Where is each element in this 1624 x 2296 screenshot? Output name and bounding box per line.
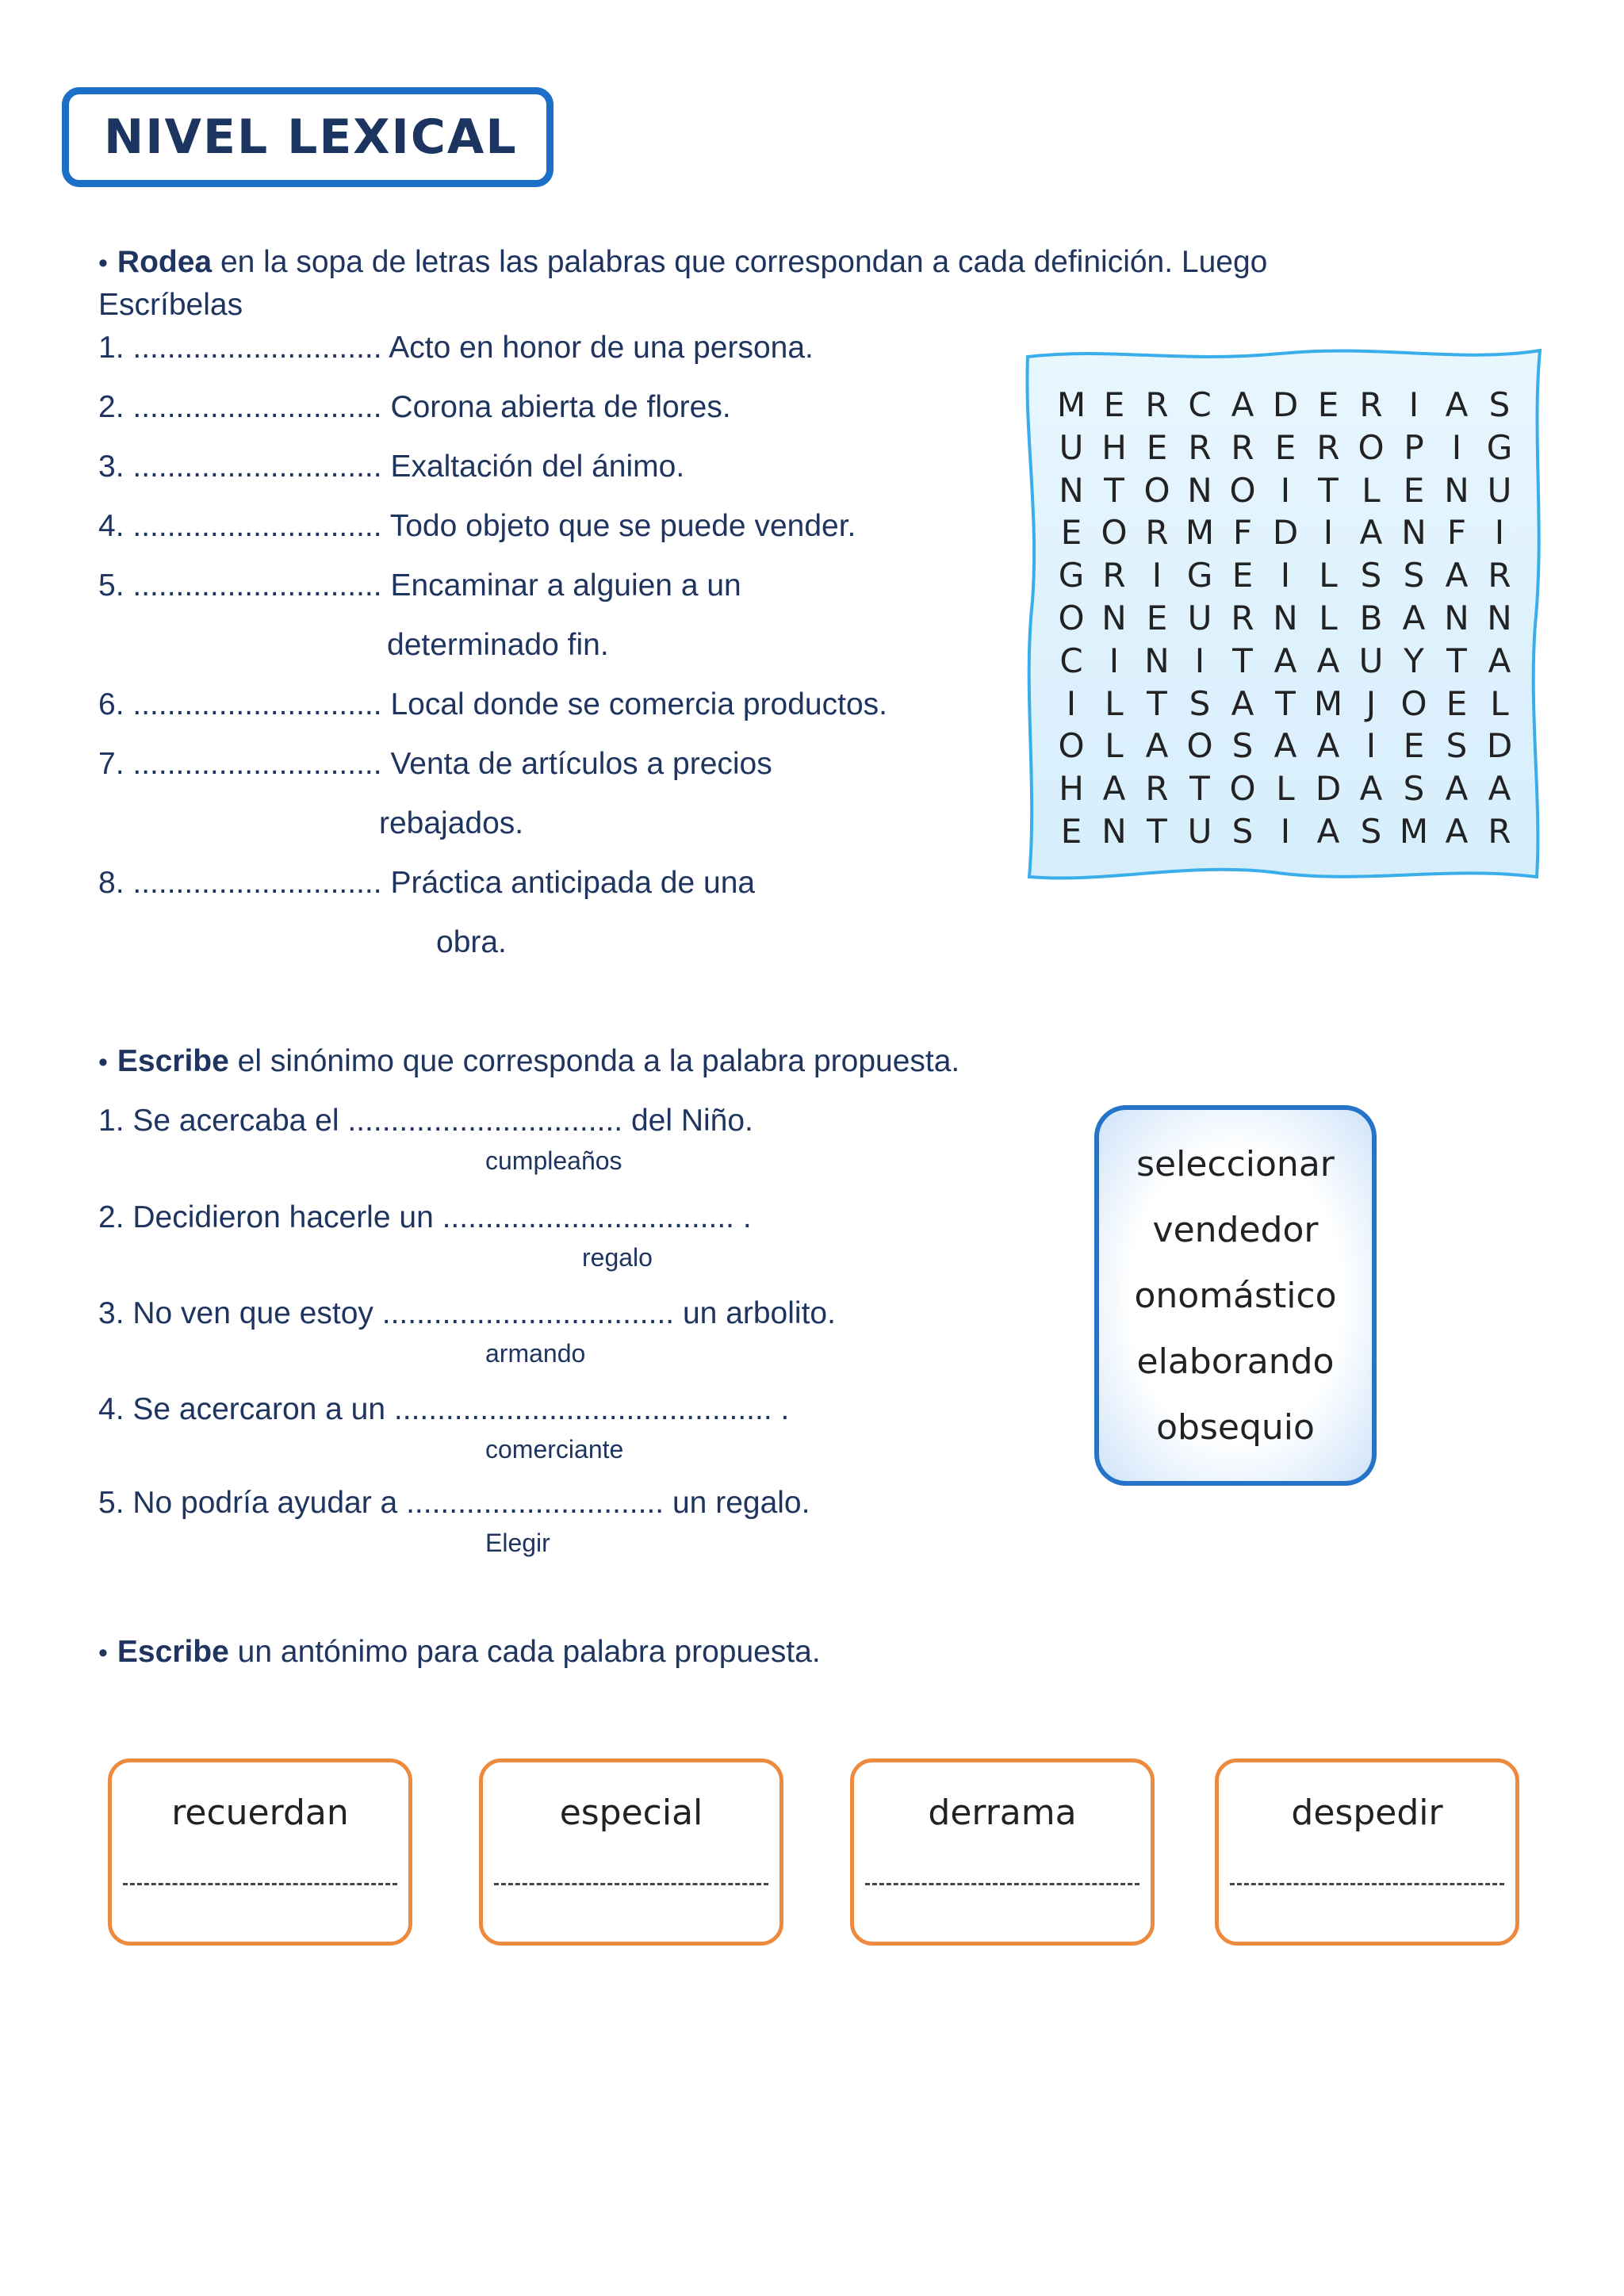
antonym-card-2: [479, 1758, 783, 1946]
word-search-letter[interactable]: S: [1446, 726, 1468, 766]
antonym-card-1: [108, 1758, 412, 1946]
item-number: 5.: [98, 568, 133, 603]
word-search-letter[interactable]: N: [1273, 598, 1298, 637]
word-search-letter[interactable]: L: [1362, 470, 1381, 510]
word-search-letter[interactable]: I: [1280, 556, 1291, 595]
word-search-letter[interactable]: U: [1358, 641, 1384, 680]
definition-item-8: [98, 865, 755, 902]
answer-blank[interactable]: ..................................: [442, 1200, 734, 1234]
word-search-letter[interactable]: A: [1359, 769, 1383, 809]
section1-instruction: [98, 244, 1267, 281]
bank-word: obsequio: [1156, 1406, 1315, 1448]
definition-text: Local donde se comercia productos.: [381, 687, 887, 721]
word-search-letter[interactable]: R: [1231, 427, 1254, 467]
word-search-letter[interactable]: I: [1408, 385, 1419, 424]
definition-text: Venta de artículos a precios: [381, 747, 772, 781]
instruction-text: el sinónimo que corresponda a la palabra propuesta.: [228, 1044, 960, 1078]
word-search-letter[interactable]: N: [1101, 598, 1127, 637]
word-search-letter[interactable]: M: [1313, 683, 1343, 723]
word-search-letter[interactable]: A: [1231, 385, 1254, 424]
antonym-word: derrama: [928, 1793, 1077, 1833]
answer-blank[interactable]: .............................: [132, 687, 382, 721]
word-search-letter[interactable]: N: [1401, 513, 1427, 553]
bank-word: vendedor: [1152, 1209, 1319, 1250]
definition-item-4: [98, 508, 856, 545]
word-search-letter[interactable]: S: [1403, 556, 1425, 595]
synonym-sentence-2: [98, 1200, 752, 1237]
answer-blank[interactable]: .............................: [132, 568, 382, 603]
antonym-word: especial: [559, 1793, 703, 1833]
word-search-letter[interactable]: A: [1445, 556, 1469, 595]
word-search-letter[interactable]: T: [1104, 470, 1124, 510]
word-search-letter[interactable]: E: [1103, 385, 1125, 424]
word-search-letter[interactable]: G: [1058, 556, 1085, 595]
word-search-letter[interactable]: F: [1446, 513, 1467, 553]
item-number: 2.: [98, 390, 133, 424]
sentence-text: del Niño.: [622, 1104, 753, 1138]
answer-line[interactable]: [865, 1883, 1139, 1885]
sentence-text: 1. Se acercaba el: [98, 1104, 348, 1138]
word-search-letter[interactable]: R: [1231, 598, 1254, 637]
item-number: 7.: [98, 747, 133, 781]
synonym-word-bank: [1094, 1105, 1377, 1486]
word-search-letter[interactable]: A: [1445, 811, 1469, 851]
word-search-letter[interactable]: R: [1188, 427, 1212, 467]
definition-item-2: [98, 389, 731, 427]
section2-instruction: [98, 1043, 959, 1081]
word-search-letter[interactable]: I: [1365, 726, 1377, 766]
word-search-letter[interactable]: L: [1319, 556, 1338, 595]
word-search-letter[interactable]: U: [1187, 811, 1212, 851]
word-search-letter[interactable]: N: [1444, 470, 1469, 510]
word-search-letter[interactable]: N: [1144, 641, 1170, 680]
word-search-letter[interactable]: A: [1231, 683, 1254, 723]
answer-blank[interactable]: .............................: [132, 331, 382, 365]
word-search-letter[interactable]: A: [1445, 385, 1469, 424]
instruction-verb: Escribe: [117, 1044, 229, 1078]
sentence-text: 2. Decidieron hacerle un: [98, 1200, 442, 1234]
page-title: NIVEL LEXICAL: [104, 109, 518, 165]
word-search-letter[interactable]: D: [1315, 769, 1342, 809]
definition-item-1: [98, 330, 814, 367]
definition-item-6: [98, 687, 887, 724]
item-number: 4.: [98, 509, 133, 543]
word-search-letter[interactable]: S: [1231, 726, 1254, 766]
word-search-letter[interactable]: I: [1280, 470, 1291, 510]
word-search-letter[interactable]: M: [1399, 811, 1429, 851]
sentence-text: .: [734, 1200, 752, 1234]
answer-blank[interactable]: .............................: [132, 866, 382, 900]
word-search-letter[interactable]: O: [1400, 683, 1427, 723]
word-search-letter[interactable]: B: [1359, 598, 1383, 637]
instruction-text: un antónimo para cada palabra propuesta.: [228, 1635, 821, 1669]
word-search-letter[interactable]: D: [1486, 726, 1513, 766]
word-search-letter[interactable]: C: [1059, 641, 1083, 680]
word-search-letter[interactable]: R: [1102, 556, 1126, 595]
word-search-letter[interactable]: I: [1151, 556, 1162, 595]
word-search-letter[interactable]: C: [1188, 385, 1212, 424]
bullet-icon: •: [98, 248, 108, 278]
bank-word: onomástico: [1134, 1275, 1337, 1316]
bank-word: elaborando: [1136, 1341, 1335, 1382]
word-search-letter[interactable]: S: [1488, 385, 1511, 424]
word-search-letter[interactable]: U: [1059, 427, 1084, 467]
bank-word: seleccionar: [1136, 1143, 1335, 1184]
word-search-letter[interactable]: A: [1316, 811, 1340, 851]
bullet-icon: •: [98, 1638, 108, 1668]
word-search-letter[interactable]: S: [1189, 683, 1211, 723]
word-search-letter[interactable]: O: [1101, 513, 1128, 553]
word-search-letter[interactable]: E: [1403, 726, 1425, 766]
word-search-letter[interactable]: I: [1494, 513, 1505, 553]
word-search-letter[interactable]: I: [1280, 811, 1291, 851]
word-search-letter[interactable]: R: [1488, 811, 1511, 851]
definition-text: Todo objeto que se puede vender.: [381, 509, 856, 543]
word-search-letter[interactable]: I: [1066, 683, 1077, 723]
word-search-letter[interactable]: L: [1105, 683, 1124, 723]
word-search-letter[interactable]: T: [1147, 683, 1167, 723]
word-search-letter[interactable]: L: [1276, 769, 1295, 809]
antonym-word: recuerdan: [171, 1793, 349, 1833]
word-search-letter[interactable]: L: [1490, 683, 1509, 723]
word-search-letter[interactable]: D: [1272, 513, 1299, 553]
word-search-letter[interactable]: A: [1316, 726, 1340, 766]
word-search-letter[interactable]: O: [1229, 470, 1256, 510]
word-search-letter[interactable]: M: [1056, 385, 1086, 424]
word-search-letter[interactable]: U: [1487, 470, 1512, 510]
word-search-letter[interactable]: E: [1146, 427, 1168, 467]
instruction-verb: Rodea: [117, 245, 213, 279]
definition-text: Corona abierta de flores.: [381, 390, 731, 424]
word-search-letter[interactable]: I: [1194, 641, 1205, 680]
synonym-sentence-4: [98, 1391, 789, 1429]
answer-blank[interactable]: .............................: [132, 509, 382, 543]
answer-blank[interactable]: .............................: [132, 450, 382, 484]
word-search-letter[interactable]: L: [1105, 726, 1124, 766]
word-search-letter[interactable]: E: [1317, 385, 1339, 424]
word-search-grid[interactable]: [1050, 384, 1521, 853]
sentence-text: 4. Se acercaron a un: [98, 1392, 394, 1426]
word-search-letter[interactable]: Y: [1404, 641, 1424, 680]
word-search-letter[interactable]: A: [1359, 513, 1383, 553]
word-search-letter[interactable]: I: [1109, 641, 1120, 680]
definition-text: Práctica anticipada de una: [381, 866, 756, 900]
word-search-letter[interactable]: G: [1486, 427, 1513, 467]
word-search-letter[interactable]: J: [1365, 683, 1377, 723]
antonym-card-3: [850, 1758, 1155, 1946]
word-search-letter[interactable]: A: [1445, 769, 1469, 809]
word-search-letter[interactable]: M: [1185, 513, 1215, 553]
answer-blank[interactable]: ............................................: [393, 1392, 772, 1426]
word-search-letter[interactable]: S: [1231, 811, 1254, 851]
definition-text: Encaminar a alguien a un: [381, 568, 741, 603]
word-search-letter[interactable]: A: [1316, 641, 1340, 680]
definition-item-7-continued: rebajados.: [379, 806, 524, 840]
answer-blank[interactable]: ................................: [347, 1104, 623, 1138]
word-search-letter[interactable]: O: [1058, 726, 1085, 766]
word-search-letter[interactable]: T: [1275, 683, 1296, 723]
definition-item-7: [98, 746, 772, 783]
antonym-word: despedir: [1291, 1793, 1443, 1833]
word-search-letter[interactable]: S: [1403, 769, 1425, 809]
word-search[interactable]: [1018, 339, 1549, 886]
sentence-text: 3. No ven que estoy: [98, 1296, 382, 1330]
word-search-letter[interactable]: U: [1187, 598, 1212, 637]
word-search-letter[interactable]: E: [1231, 556, 1254, 595]
word-search-letter[interactable]: T: [1147, 811, 1167, 851]
synonym-hint-3: armando: [485, 1339, 586, 1368]
word-search-letter[interactable]: A: [1102, 769, 1126, 809]
synonym-hint-4: comerciante: [485, 1435, 624, 1464]
definition-item-3: [98, 449, 684, 486]
answer-blank[interactable]: ..................................: [381, 1296, 675, 1330]
word-search-letter[interactable]: O: [1143, 470, 1170, 510]
answer-line[interactable]: [123, 1883, 397, 1885]
sentence-text: un regalo.: [664, 1486, 810, 1520]
word-search-letter[interactable]: L: [1319, 598, 1338, 637]
sentence-text: 5. No podría ayudar a: [98, 1486, 407, 1520]
word-search-letter[interactable]: R: [1145, 513, 1169, 553]
answer-line[interactable]: [494, 1883, 768, 1885]
word-search-letter[interactable]: A: [1145, 726, 1169, 766]
bullet-icon: •: [98, 1047, 108, 1077]
sentence-text: un arbolito.: [674, 1296, 836, 1330]
instruction-verb: Escribe: [117, 1635, 229, 1669]
sentence-text: .: [772, 1392, 790, 1426]
word-search-letter[interactable]: O: [1229, 769, 1256, 809]
antonym-card-4: [1215, 1758, 1519, 1946]
word-search-letter[interactable]: E: [1274, 427, 1297, 467]
word-search-letter[interactable]: N: [1187, 470, 1212, 510]
word-search-letter[interactable]: G: [1186, 556, 1213, 595]
synonym-hint-2: regalo: [582, 1243, 653, 1272]
word-search-letter[interactable]: P: [1404, 427, 1424, 467]
word-search-letter[interactable]: A: [1488, 641, 1511, 680]
item-number: 3.: [98, 450, 133, 484]
word-search-letter[interactable]: H: [1101, 427, 1127, 467]
word-search-letter[interactable]: A: [1402, 598, 1426, 637]
word-search-letter[interactable]: T: [1189, 769, 1210, 809]
word-search-letter[interactable]: R: [1359, 385, 1383, 424]
word-search-letter[interactable]: N: [1101, 811, 1127, 851]
answer-blank[interactable]: ..............................: [406, 1486, 665, 1520]
synonym-sentence-5: [98, 1485, 810, 1522]
definition-item-5: [98, 568, 741, 605]
word-search-letter[interactable]: T: [1446, 641, 1467, 680]
section3-instruction: [98, 1634, 821, 1671]
word-search-letter[interactable]: E: [1060, 513, 1082, 553]
item-number: 1.: [98, 331, 133, 365]
item-number: 6.: [98, 687, 133, 721]
word-search-letter[interactable]: N: [1444, 598, 1469, 637]
word-search-letter[interactable]: R: [1316, 427, 1340, 467]
word-search-letter[interactable]: D: [1272, 385, 1299, 424]
word-search-letter[interactable]: R: [1488, 556, 1511, 595]
title-box: [62, 87, 553, 187]
item-number: 8.: [98, 866, 133, 900]
section1-instruction-line2: Escríbelas: [98, 288, 243, 322]
synonym-hint-5: Elegir: [485, 1529, 550, 1557]
word-search-letter[interactable]: T: [1232, 641, 1253, 680]
word-search-letter[interactable]: O: [1058, 598, 1085, 637]
word-search-letter[interactable]: F: [1232, 513, 1253, 553]
word-search-letter[interactable]: E: [1146, 598, 1168, 637]
word-search-letter[interactable]: A: [1274, 641, 1297, 680]
word-search-letter[interactable]: R: [1145, 385, 1169, 424]
word-search-letter[interactable]: R: [1145, 769, 1169, 809]
word-search-letter[interactable]: A: [1488, 769, 1511, 809]
definition-text: Exaltación del ánimo.: [381, 450, 685, 484]
synonym-sentence-1: [98, 1103, 753, 1140]
definition-item-8-continued: obra.: [436, 925, 507, 959]
word-search-letter[interactable]: O: [1186, 726, 1213, 766]
answer-blank[interactable]: .............................: [132, 747, 382, 781]
word-search-letter[interactable]: E: [1446, 683, 1468, 723]
definition-text: Acto en honor de una persona.: [381, 331, 814, 365]
word-search-letter[interactable]: I: [1451, 427, 1462, 467]
word-search-letter[interactable]: S: [1360, 811, 1382, 851]
word-search-letter[interactable]: S: [1360, 556, 1382, 595]
synonym-sentence-3: [98, 1295, 836, 1333]
word-search-letter[interactable]: N: [1487, 598, 1512, 637]
word-search-letter[interactable]: E: [1060, 811, 1082, 851]
answer-blank[interactable]: .............................: [132, 390, 382, 424]
instruction-text: en la sopa de letras las palabras que correspondan a cada definición. Luego: [212, 245, 1268, 279]
word-search-letter[interactable]: N: [1059, 470, 1084, 510]
synonym-hint-1: cumpleaños: [485, 1146, 622, 1175]
word-search-letter[interactable]: T: [1318, 470, 1339, 510]
word-search-letter[interactable]: E: [1403, 470, 1425, 510]
answer-line[interactable]: [1230, 1883, 1504, 1885]
word-search-letter[interactable]: H: [1059, 769, 1084, 809]
word-search-letter[interactable]: O: [1358, 427, 1385, 467]
word-search-letter[interactable]: A: [1274, 726, 1297, 766]
definition-item-5-continued: determinado fin.: [387, 628, 609, 662]
word-search-letter[interactable]: I: [1323, 513, 1334, 553]
